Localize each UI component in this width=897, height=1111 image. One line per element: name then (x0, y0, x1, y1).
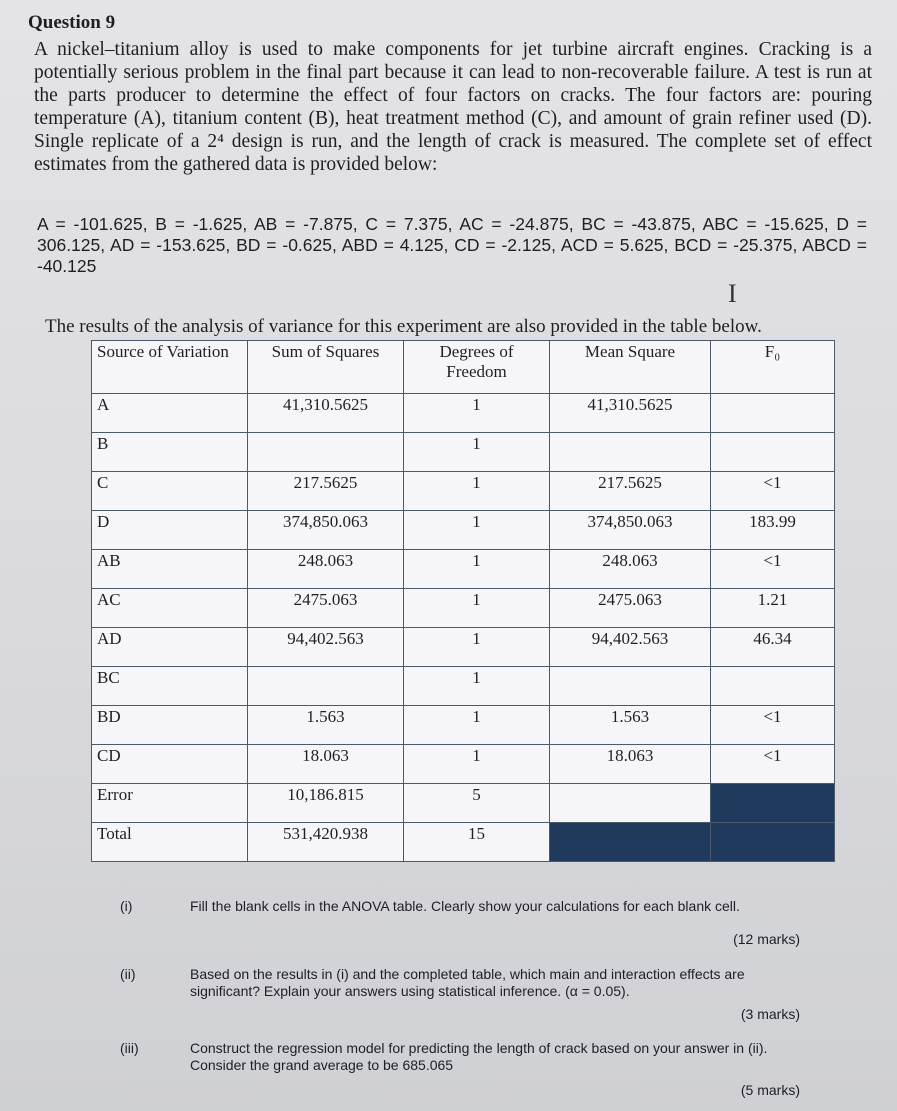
table-row (92, 784, 835, 823)
ss-cell (248, 667, 404, 706)
part-marks: (3 marks) (740, 1006, 800, 1022)
ms-cell (550, 784, 711, 823)
shaded-cell (711, 784, 835, 823)
part-number: (iii) (120, 1040, 139, 1056)
part-i (120, 898, 800, 946)
f0-cell (711, 667, 835, 706)
df-cell: 1 (404, 550, 550, 589)
table-row (92, 823, 835, 862)
part-number: (i) (120, 898, 133, 914)
ss-cell (248, 433, 404, 472)
ms-cell: 1.563 (550, 706, 711, 745)
header-sum-of-squares: Sum of Squares (248, 341, 404, 394)
source-cell: CD (92, 745, 248, 784)
df-cell: 1 (404, 433, 550, 472)
part-iii (120, 1040, 800, 1100)
source-cell: D (92, 511, 248, 550)
f0-cell (711, 394, 835, 433)
part-text: Based on the results in (i) and the completed table, which main and interaction effects are significant? Explain your answers using statistical inference. (α = 0.05). (190, 966, 745, 999)
ss-cell: 94,402.563 (248, 628, 404, 667)
source-cell: B (92, 433, 248, 472)
effect-estimates: A = -101.625, B = -1.625, AB = -7.875, C = 7.375, AC = -24.875, BC = -43.875, ABC = -15.625, D = 306.125, AD = -153.625, BD = -0.625, ABD = 4.125, CD = -2.125, ACD = 5.625, BCD = -25.375, ABCD = -40.125 (37, 214, 867, 276)
df-cell: 1 (404, 706, 550, 745)
shaded-cell (711, 823, 835, 862)
table-row (92, 667, 835, 706)
table-row (92, 628, 835, 667)
source-cell: BD (92, 706, 248, 745)
f0-cell: <1 (711, 745, 835, 784)
table-row (92, 550, 835, 589)
df-cell: 15 (404, 823, 550, 862)
part-number: (ii) (120, 966, 136, 982)
df-cell: 1 (404, 394, 550, 433)
header-mean-square: Mean Square (550, 341, 711, 394)
source-cell: AB (92, 550, 248, 589)
table-row (92, 706, 835, 745)
question-paragraph: A nickel–titanium alloy is used to make components for jet turbine aircraft engines. Cracking is a potentially serious problem in the final part because it can lead to non-recoverable failure. A test is run at the parts producer to determine the effect of four factors on cracks. The four factors are: pouring temperature (A), titanium content (B), heat treatment method (C), and amount of grain refiner used (D). Single replicate of a 2⁴ design is run, and the length of crack is measured. The complete set of effect estimates from the gathered data is provided below: (34, 39, 872, 175)
ms-cell (550, 667, 711, 706)
df-cell: 1 (404, 511, 550, 550)
f0-cell: <1 (711, 550, 835, 589)
ms-cell: 2475.063 (550, 589, 711, 628)
df-cell: 1 (404, 628, 550, 667)
anova-header-row (92, 341, 835, 394)
source-cell: Error (92, 784, 248, 823)
ms-cell: 94,402.563 (550, 628, 711, 667)
f0-cell: 1.21 (711, 589, 835, 628)
ss-cell: 531,420.938 (248, 823, 404, 862)
table-row (92, 433, 835, 472)
ss-cell: 374,850.063 (248, 511, 404, 550)
ss-cell: 41,310.5625 (248, 394, 404, 433)
ms-cell: 248.063 (550, 550, 711, 589)
ms-cell: 41,310.5625 (550, 394, 711, 433)
text-cursor-icon: I (728, 279, 737, 308)
source-cell: C (92, 472, 248, 511)
table-row (92, 589, 835, 628)
header-source: Source of Variation (92, 341, 248, 394)
table-row (92, 472, 835, 511)
df-cell: 1 (404, 472, 550, 511)
ss-cell: 1.563 (248, 706, 404, 745)
ms-cell: 217.5625 (550, 472, 711, 511)
table-intro: The results of the analysis of variance for this experiment are also provided in the table below. (45, 316, 762, 337)
f0-cell: 183.99 (711, 511, 835, 550)
ms-cell (550, 433, 711, 472)
df-cell: 5 (404, 784, 550, 823)
table-row (92, 394, 835, 433)
ms-cell: 18.063 (550, 745, 711, 784)
ss-cell: 10,186.815 (248, 784, 404, 823)
f0-cell: 46.34 (711, 628, 835, 667)
ms-cell: 374,850.063 (550, 511, 711, 550)
table-row (92, 511, 835, 550)
shaded-cell (550, 823, 711, 862)
part-text: Construct the regression model for predicting the length of crack based on your answer in (ii). Consider the grand average to be 685.065 (190, 1040, 768, 1073)
ss-cell: 248.063 (248, 550, 404, 589)
ss-cell: 18.063 (248, 745, 404, 784)
source-cell: AC (92, 589, 248, 628)
part-marks: (12 marks) (733, 931, 800, 947)
source-cell: BC (92, 667, 248, 706)
source-cell: AD (92, 628, 248, 667)
header-degrees-of-freedom: Degrees of Freedom (404, 341, 550, 394)
header-f0: F₀ (711, 341, 835, 394)
f0-cell (711, 433, 835, 472)
f0-cell: <1 (711, 706, 835, 745)
question-title: Question 9 (28, 12, 116, 33)
df-cell: 1 (404, 667, 550, 706)
table-row (92, 745, 835, 784)
df-cell: 1 (404, 589, 550, 628)
f0-cell: <1 (711, 472, 835, 511)
df-cell: 1 (404, 745, 550, 784)
part-ii (120, 966, 800, 1022)
source-cell: Total (92, 823, 248, 862)
source-cell: A (92, 394, 248, 433)
part-marks: (5 marks) (740, 1082, 800, 1098)
ss-cell: 2475.063 (248, 589, 404, 628)
part-text: Fill the blank cells in the ANOVA table. Clearly show your calculations for each blank cell. (190, 898, 740, 914)
ss-cell: 217.5625 (248, 472, 404, 511)
anova-table (91, 340, 835, 862)
